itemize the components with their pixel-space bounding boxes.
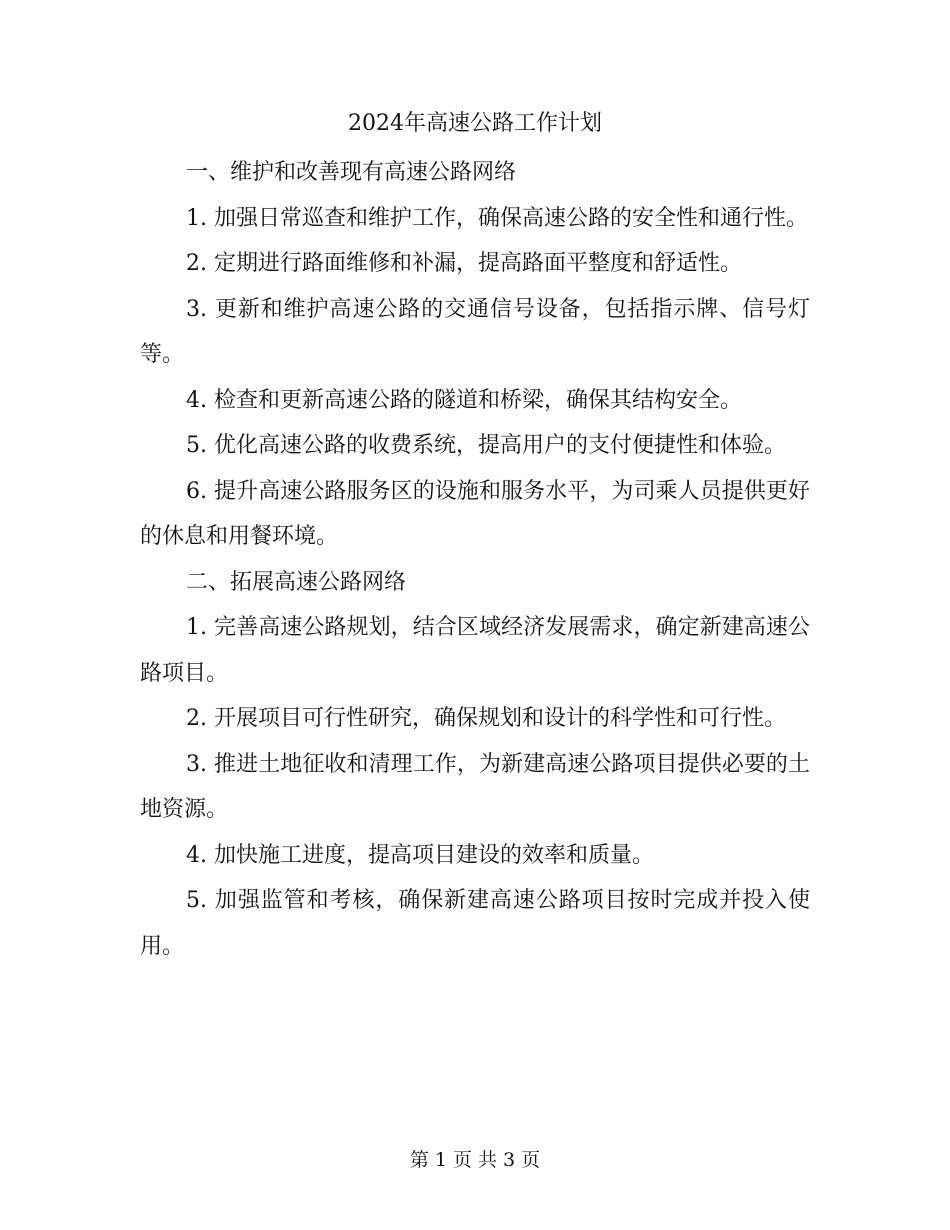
- document-body: [140, 150, 810, 969]
- page-number-footer: 第 1 页 共 3 页: [409, 1149, 541, 1171]
- paragraph-1-1: 1. 加强日常巡查和维护工作，确保高速公路的安全性和通行性。: [186, 205, 808, 231]
- section-heading-2: 二、拓展高速公路网络: [186, 569, 407, 595]
- document-title: 2024年高速公路工作计划: [348, 111, 602, 136]
- paragraph-1-6: 6. 提升高速公路服务区的设施和服务水平，为司乘人员提供更好的休息和用餐环境。: [140, 478, 810, 549]
- section-heading-1: 一、维护和改善现有高速公路网络: [186, 160, 517, 185]
- paragraph-2-4: 4. 加快施工进度，提高项目建设的效率和质量。: [186, 842, 654, 868]
- paragraph-1-5: 5. 优化高速公路的收费系统，提高用户的支付便捷性和体验。: [186, 433, 786, 458]
- paragraph-2-5: 5. 加强监管和考核，确保新建高速公路项目按时完成并投入使用。: [140, 888, 810, 959]
- paragraph-2-2: 2. 开展项目可行性研究，确保规划和设计的科学性和可行性。: [186, 706, 786, 731]
- paragraph-1-2: 2. 定期进行路面维修和补漏，提高路面平整度和舒适性。: [186, 251, 742, 276]
- paragraph-2-3: 3. 推进土地征收和清理工作，为新建高速公路项目提供必要的土地资源。: [140, 751, 810, 822]
- paragraph-1-4: 4. 检查和更新高速公路的隧道和桥梁，确保其结构安全。: [186, 387, 742, 413]
- paragraph-2-1: 1. 完善高速公路规划，结合区域经济发展需求，确定新建高速公路项目。: [140, 615, 810, 686]
- paragraph-1-3: 3. 更新和维护高速公路的交通信号设备，包括指示牌、信号灯等。: [140, 296, 810, 367]
